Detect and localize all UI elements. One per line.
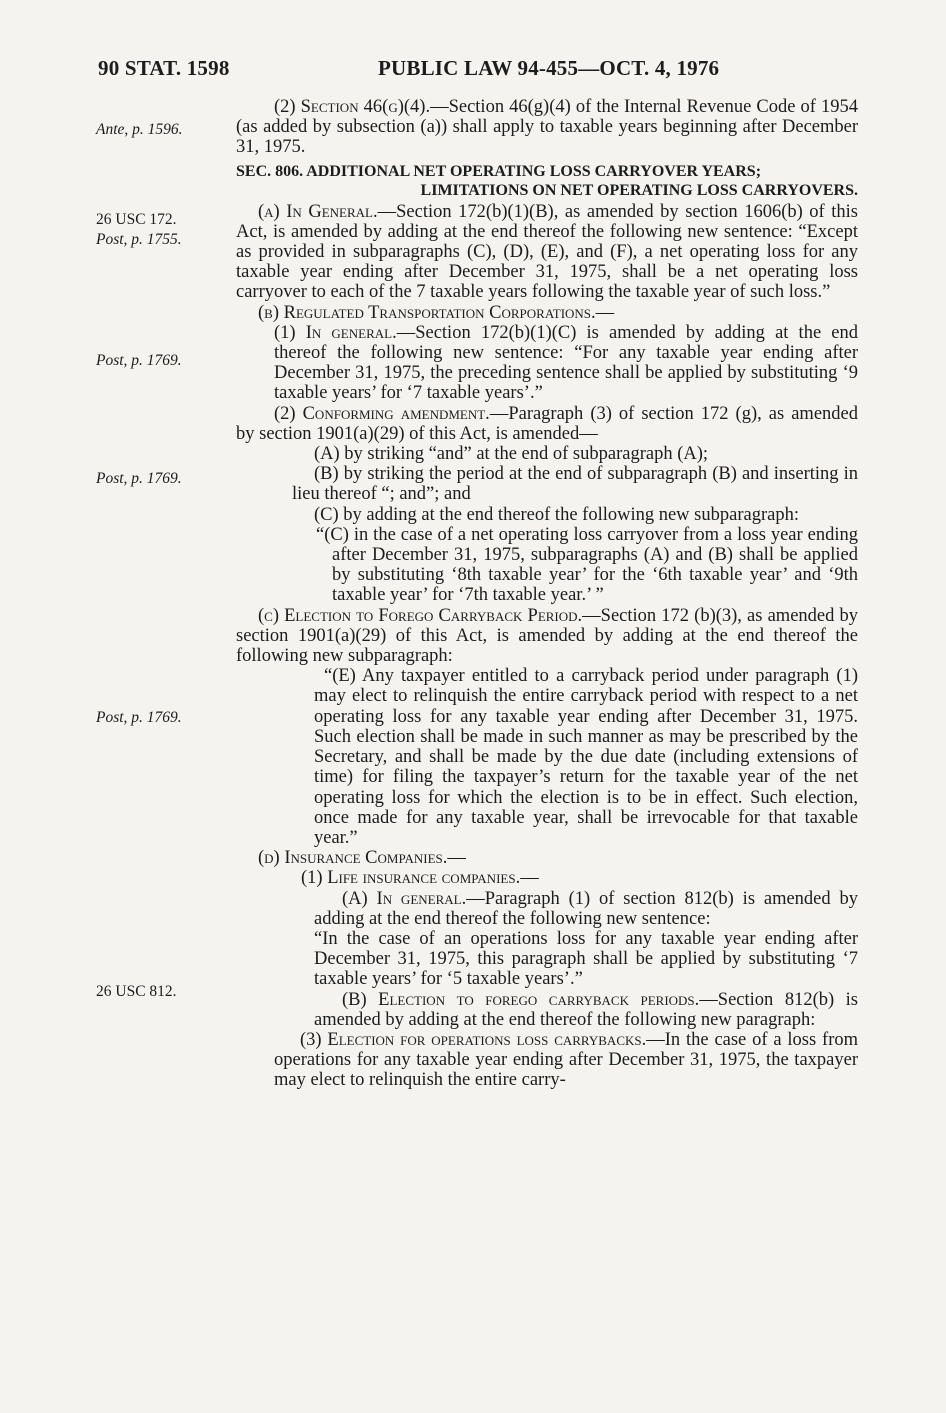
subparagraph-b2B: (B) by striking the period at the end of subparagraph (B) and inserting in lieu thereof “; and”; and xyxy=(292,464,858,505)
paragraph-2-effective-date: (2) Section 46(g)(4).—Section 46(g)(4) of the Internal Revenue Code of 1954 (as added by subsection (a)) shall apply to taxable years beginning after December 31, 1975. xyxy=(236,97,858,158)
paragraph-d1-heading: (1) Life insurance companies.— xyxy=(301,868,539,889)
paragraph-b2: (2) Conforming amendment.—Paragraph (3) of section 172 (g), as amended by section 1901(a)(29) of this Act, is amended— xyxy=(236,403,858,444)
paragraph-b1: (1) In general.—Section 172(b)(1)(C) is amended by adding at the end thereof the following new sentence: “For any taxable year ending after December 31, 1975, the preceding sentence shall be applied by substituting ‘9 taxable years’ for ‘7 taxable years’.” xyxy=(274,322,859,404)
statute-reference: 90 STAT. 1598 xyxy=(98,56,230,80)
subsection-a: (a) In General.—Section 172(b)(1)(B), as amended by section 1606(b) of this Act, is amended by adding at the end thereof the following new sentence: “Except as provided in subparagraphs (C), (D), (E), and (F), a net operating loss for any taxable year ending after December 31, 1975, shall be a net operating loss carryover to each of the 7 taxable years following the taxable year of such loss.” xyxy=(236,201,859,303)
subsection-b-heading: (b) Regulated Transportation Corporations.— xyxy=(258,302,615,323)
subparagraph-b2A: (A) by striking “and” at the end of subparagraph (A); xyxy=(314,444,709,465)
quoted-paragraph-3: (3) Election for operations loss carrybacks.—In the case of a loss from operations for any taxable year ending after December 31, 1975, the taxpayer may elect to relinquish the entire carry- xyxy=(274,1029,858,1091)
subparagraph-b2C: (C) by adding at the end thereof the following new subparagraph: xyxy=(314,504,799,525)
law-title: PUBLIC LAW 94-455—OCT. 4, 1976 xyxy=(378,56,720,80)
quoted-subparagraph-E: “(E) Any taxpayer entitled to a carryback period under paragraph (1) may elect to relinquish the entire carryback period with respect to a net operating loss for any taxable year ending after December 31, 1975. Such election shall be made in such manner as may be prescribed by the Secretary, and shall be made by the due date (including extensions of time) for filing the taxpayer’s return for the taxable year of the net operating loss for which the election is to be in effect. Such election, once made for any taxable year, shall be irrevocable for that taxable year.” xyxy=(314,666,858,848)
subparagraph-d1B: (B) Election to forego carryback periods.—Section 812(b) is amended by adding at the end thereof the following new paragraph: xyxy=(314,989,859,1030)
section-806-heading: SEC. 806. ADDITIONAL NET OPERATING LOSS CARRYOVER YEARS; LIMITATIONS ON NET OPERATING LOSS CARRYOVERS. xyxy=(236,162,858,199)
statute-body xyxy=(236,97,858,1091)
margin-note-ante-1596: Ante, p. 1596. xyxy=(96,121,183,138)
margin-note-post-1769-c: Post, p. 1769. xyxy=(96,709,182,726)
margin-note-post-1769-b: Post, p. 1769. xyxy=(96,470,182,487)
quoted-subparagraph-C: “(C) in the case of a net operating loss carryover from a loss year ending after December 31, 1975, subparagraphs (A) and (B) shall be applied by substituting ‘8th taxable year’ for the ‘6th taxable year’ and ‘9th taxable year’ for ‘7th taxable year.’ ” xyxy=(316,524,858,606)
margin-note-26usc172: 26 USC 172. xyxy=(96,211,177,228)
subparagraph-d1A: (A) In general.—Paragraph (1) of section 812(b) is amended by adding at the end thereof the following new sentence: xyxy=(314,888,858,929)
quoted-operations-loss-sentence: “In the case of an operations loss for any taxable year ending after December 31, 1975, this paragraph shall be applied by substituting ‘7 taxable years’ for ‘5 taxable years’.” xyxy=(314,928,858,990)
margin-note-26usc812: 26 USC 812. xyxy=(96,983,177,1000)
margin-note-post-1769-a: Post, p. 1769. xyxy=(96,352,182,369)
subsection-d-heading: (d) Insurance Companies.— xyxy=(258,848,466,869)
margin-note-post-1755: Post, p. 1755. xyxy=(96,231,182,248)
subsection-c: (c) Election to Forego Carryback Period.—Section 172 (b)(3), as amended by section 1901(a)(29) of this Act, is amended by adding at the end thereof the following new subparagraph: xyxy=(236,605,858,667)
